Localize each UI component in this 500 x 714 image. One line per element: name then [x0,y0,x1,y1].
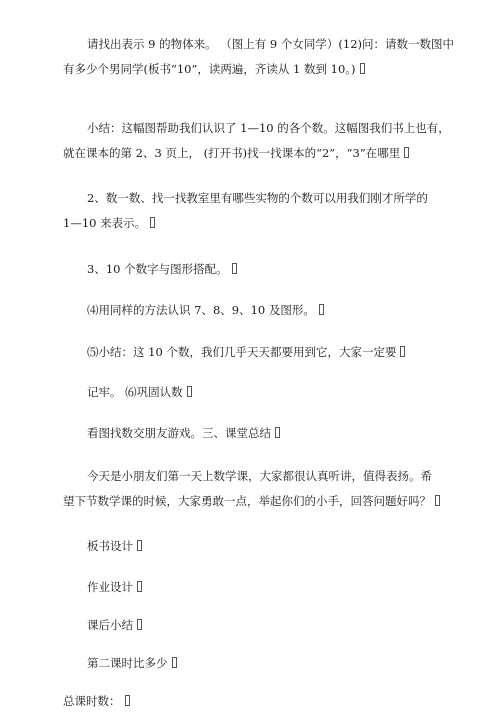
paragraph-line: 今天是小朋友们第一天上数学课，大家都很认真听讲，值得表扬。希 [87,469,432,483]
paragraph-text: 总课时数： [63,694,121,708]
paragraph-text: ⑸小结：这 10 个数，我们几乎天天都要用到它，大家一定要 [87,345,397,359]
paragraph-line [63,489,443,514]
paragraph-text: 板书设计 [87,539,133,553]
paragraph-line [63,689,443,714]
paragraph-text: ⑷用同样的方法认识 7、8、9、10 及图形。 [87,303,315,317]
paragraph-line: 2、数一数、找一找教室里有哪些实物的个数可以用我们刚才所学的 [87,191,428,205]
paragraph-text: 1—10 来表示。 [63,216,147,230]
paragraph-mark-icon [187,386,192,397]
paragraph-mark-icon [137,540,142,551]
paragraph-11 [63,575,443,600]
paragraph-text: 课后小结 [87,618,133,632]
paragraph-line [63,421,443,446]
paragraph-line [63,534,443,559]
paragraph-text: 看图找数交朋友游戏。三、课堂总结 [87,426,271,440]
paragraph-line [63,651,443,676]
paragraph-mark-icon [404,147,409,158]
paragraph-mark-icon [137,619,142,630]
paragraph-text: 就在课本的第 2、3 页上， (打开书)找一找课本的“2”，“3”在哪里 [63,146,401,160]
paragraph-mark-icon [360,63,365,74]
paragraph-text: 望下节数学课的时候，大家勇敢一点，举起你们的小手，回答问题好吗？ [63,494,431,508]
paragraph-line [63,141,443,166]
paragraph-10 [63,534,443,559]
paragraph-5 [63,298,443,323]
paragraph-mark-icon [125,695,130,706]
paragraph-13 [63,651,443,676]
paragraph-mark-icon [172,657,177,668]
paragraph-line [63,211,443,236]
paragraph-12 [63,613,443,638]
paragraph-mark-icon [435,495,440,506]
paragraph-14 [63,689,443,714]
paragraph-mark-icon [319,304,324,315]
paragraph-mark-icon [275,427,280,438]
paragraph-8 [63,421,443,446]
paragraph-line [63,298,443,323]
paragraph-3 [63,186,443,236]
paragraph-mark-icon [232,263,237,274]
paragraph-line [63,340,443,365]
paragraph-mark-icon [400,346,405,357]
paragraph-line [63,575,443,600]
paragraph-line [63,613,443,638]
paragraph-text: 第二课时比多少 [87,656,168,670]
paragraph-text: 3、10 个数字与图形搭配。 [87,262,228,276]
paragraph-text: 作业设计 [87,580,133,594]
paragraph-text: 记牢。 ⑹巩固认数 [87,385,183,399]
paragraph-2 [63,116,450,166]
paragraph-line: 小结：这幅图帮助我们认识了 1—10 的各个数。这幅图我们书上也有， [87,121,450,135]
paragraph-mark-icon [137,581,142,592]
paragraph-1 [63,32,455,82]
paragraph-line [63,57,443,82]
paragraph-9 [63,464,443,514]
paragraph-mark-icon [150,217,155,228]
paragraph-line [63,380,443,405]
paragraph-7 [63,380,443,405]
paragraph-line [63,257,443,282]
paragraph-line: 请找出表示 9 的物体来。 （图上有 9 个女同学）(12)问：请数一数图中 [87,37,455,51]
paragraph-text: 有多少个男同学(板书“10”，读两遍，齐读从 1 数到 10。) [63,62,356,76]
paragraph-4 [63,257,443,282]
paragraph-6 [63,340,443,365]
